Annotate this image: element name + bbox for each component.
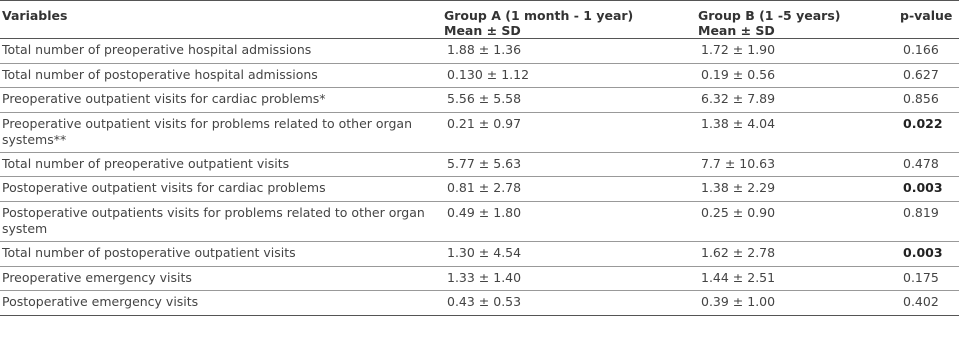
cell-group-b: 6.32 ± 7.89 bbox=[696, 88, 898, 113]
cell-p-value: 0.175 bbox=[898, 266, 959, 291]
cell-group-b: 0.39 ± 1.00 bbox=[696, 291, 898, 316]
cell-p-value: 0.402 bbox=[898, 291, 959, 316]
cell-p-value: 0.627 bbox=[898, 63, 959, 88]
cell-group-b: 0.25 ± 0.90 bbox=[696, 201, 898, 241]
header-group-a-subtitle: Mean ± SD bbox=[444, 23, 521, 38]
table-row bbox=[0, 291, 959, 316]
cell-variable: Total number of postoperative hospital admissions bbox=[0, 63, 442, 88]
table-row bbox=[0, 63, 959, 88]
cell-variable: Total number of postoperative outpatient visits bbox=[0, 241, 442, 266]
header-group-a-title: Group A (1 month - 1 year) bbox=[444, 8, 634, 23]
cell-group-b: 1.38 ± 2.29 bbox=[696, 177, 898, 202]
table-header bbox=[0, 1, 959, 39]
cell-group-a: 0.43 ± 0.53 bbox=[442, 291, 696, 316]
cell-variable: Total number of preoperative hospital admissions bbox=[0, 39, 442, 64]
cell-group-a: 0.130 ± 1.12 bbox=[442, 63, 696, 88]
cell-variable: Preoperative outpatient visits for problems related to other organ systems** bbox=[0, 112, 442, 152]
cell-variable: Postoperative outpatients visits for problems related to other organ system bbox=[0, 201, 442, 241]
table-row bbox=[0, 177, 959, 202]
cell-p-value: 0.003 bbox=[898, 177, 959, 202]
cell-variable: Postoperative emergency visits bbox=[0, 291, 442, 316]
cell-variable: Preoperative outpatient visits for cardiac problems* bbox=[0, 88, 442, 113]
cell-group-a: 0.49 ± 1.80 bbox=[442, 201, 696, 241]
table-row bbox=[0, 241, 959, 266]
table-row bbox=[0, 112, 959, 152]
cell-group-b: 1.38 ± 4.04 bbox=[696, 112, 898, 152]
cell-group-a: 1.33 ± 1.40 bbox=[442, 266, 696, 291]
cell-p-value: 0.856 bbox=[898, 88, 959, 113]
cell-group-a: 0.21 ± 0.97 bbox=[442, 112, 696, 152]
cell-group-a: 0.81 ± 2.78 bbox=[442, 177, 696, 202]
header-variables: Variables bbox=[0, 1, 442, 39]
cell-variable: Postoperative outpatient visits for cardiac problems bbox=[0, 177, 442, 202]
table-body bbox=[0, 39, 959, 316]
cell-group-a: 5.56 ± 5.58 bbox=[442, 88, 696, 113]
table-row bbox=[0, 39, 959, 64]
header-p-value: p-value bbox=[898, 1, 959, 39]
header-row bbox=[0, 1, 959, 39]
cell-p-value: 0.022 bbox=[898, 112, 959, 152]
cell-group-b: 7.7 ± 10.63 bbox=[696, 152, 898, 177]
cell-p-value: 0.003 bbox=[898, 241, 959, 266]
header-group-a bbox=[442, 1, 696, 39]
cell-group-a: 1.88 ± 1.36 bbox=[442, 39, 696, 64]
table-row bbox=[0, 88, 959, 113]
cell-group-b: 0.19 ± 0.56 bbox=[696, 63, 898, 88]
table-row bbox=[0, 152, 959, 177]
cell-group-a: 5.77 ± 5.63 bbox=[442, 152, 696, 177]
cell-p-value: 0.819 bbox=[898, 201, 959, 241]
cell-group-b: 1.62 ± 2.78 bbox=[696, 241, 898, 266]
cell-p-value: 0.166 bbox=[898, 39, 959, 64]
header-group-b-subtitle: Mean ± SD bbox=[698, 23, 775, 38]
cell-group-b: 1.44 ± 2.51 bbox=[696, 266, 898, 291]
cell-group-b: 1.72 ± 1.90 bbox=[696, 39, 898, 64]
cell-p-value: 0.478 bbox=[898, 152, 959, 177]
table-row bbox=[0, 201, 959, 241]
cell-group-a: 1.30 ± 4.54 bbox=[442, 241, 696, 266]
table-row bbox=[0, 266, 959, 291]
header-group-b bbox=[696, 1, 898, 39]
cell-variable: Total number of preoperative outpatient visits bbox=[0, 152, 442, 177]
cell-variable: Preoperative emergency visits bbox=[0, 266, 442, 291]
header-group-b-title: Group B (1 -5 years) bbox=[698, 8, 841, 23]
